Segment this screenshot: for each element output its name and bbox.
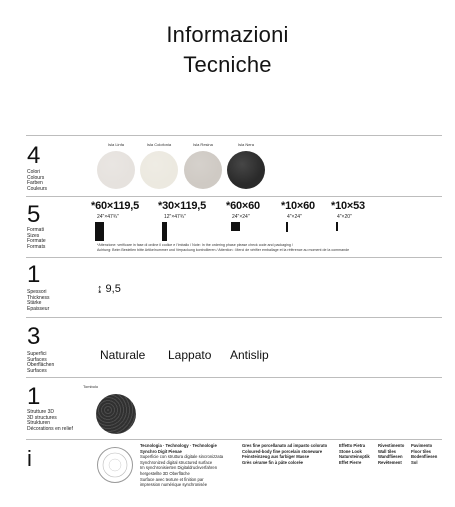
info-line: Rivestimento (378, 443, 405, 448)
info-line: Effet Pierre (339, 459, 362, 465)
info-line: Wandfliesen (378, 454, 403, 460)
section-divider (26, 257, 442, 258)
info-line: Effetto Pietra (339, 443, 366, 448)
thickness-value: ↨ 9,5 (97, 283, 121, 295)
info-icon: i (27, 446, 32, 471)
format-inch: 24"×47¾" (97, 214, 119, 220)
section-divider (26, 317, 442, 318)
info-line: Superficie con struttura digitale sincronizzata (140, 454, 224, 460)
format-shape (162, 222, 167, 241)
surface-naturale: Naturale (100, 348, 146, 362)
color-name: Isla Colofonia (146, 142, 172, 147)
label: 3D structures (27, 414, 57, 421)
formats-count: 5 (27, 201, 41, 228)
page-title (0, 20, 455, 80)
label: Formats (27, 243, 46, 250)
info-line: Gres fine porcellanato ad impasto colorato (242, 443, 328, 448)
title-line-2: Tecniche (183, 52, 272, 77)
format-inch: 12"×47¾" (164, 214, 186, 220)
color-swatch-linfa (97, 151, 135, 189)
format-shape (286, 222, 288, 232)
label: Farben (27, 180, 43, 187)
colors-labels (27, 170, 47, 192)
info-line: Im synchronisierten Digitaldruckverfahren (140, 465, 218, 471)
info-line: Floor tiles (411, 448, 432, 454)
info-floor (411, 443, 437, 465)
color-name: Isla Resina (193, 142, 213, 147)
info-line: Bodenfliesen (411, 454, 438, 460)
info-look (339, 443, 370, 465)
info-line: Surface avec texture et finition par (140, 476, 204, 482)
structures-count: 1 (27, 383, 41, 410)
colors-count: 4 (27, 142, 41, 169)
info-line: Wall tiles (378, 448, 396, 454)
format-name: *10×60 (281, 200, 315, 212)
info-wall (378, 443, 404, 465)
info-technology (140, 443, 238, 488)
label: Couleurs (27, 185, 48, 192)
thickness-labels (27, 290, 50, 312)
label: Epaisseur (27, 305, 50, 312)
format-name: *60×60 (226, 200, 260, 212)
formats-note (97, 243, 427, 252)
logo-ring-icon (98, 448, 132, 482)
format-inch: 24"×24" (232, 214, 250, 220)
info-line: Synchronized digital structured surface (140, 459, 213, 465)
label: Surfaces (27, 367, 47, 374)
surfaces-labels (27, 352, 54, 374)
color-name: Isla Linfa (107, 142, 124, 147)
label: Surfaces (27, 356, 47, 363)
label: Thickness (27, 294, 50, 301)
label: Strukturen (27, 420, 51, 427)
surfaces-count: 3 (27, 323, 41, 350)
info-line: Natursteinoptik (339, 454, 370, 460)
color-swatch-nera (227, 151, 265, 189)
info-line: Stone Look (339, 448, 362, 454)
label: Spessori (27, 289, 47, 295)
info-line: Tecnologia · Technology · Technologie (140, 443, 217, 448)
color-name: Isla Nera (237, 142, 254, 147)
format-inch: 4"×20" (337, 214, 352, 220)
format-shape (336, 222, 338, 231)
format-inch: 4"×24" (287, 214, 302, 220)
color-swatch-resina (184, 151, 222, 189)
format-name: *30×119,5 (158, 200, 207, 212)
section-divider (26, 377, 442, 378)
info-line: impression numérique synchronisée (140, 482, 208, 488)
surface-lappato: Lappato (168, 348, 212, 362)
label: Colours (27, 174, 45, 181)
label: Formate (27, 238, 46, 245)
synchro-digit-logo (97, 447, 133, 483)
structure-name: Tombolo (83, 384, 99, 389)
label: Superfici (27, 351, 47, 357)
info-line: Feinsteinzeug aus farbiger Masse (242, 454, 310, 460)
format-shape (231, 222, 240, 231)
formats-labels (27, 228, 46, 250)
info-line: Coloured-body fine porcelain stoneware (242, 448, 323, 454)
label: Sizes (27, 232, 40, 239)
info-line: Synchro Digit Pienae (140, 448, 182, 454)
title-line-1: Informazioni (166, 22, 289, 47)
label: Décorations en relief (27, 425, 73, 432)
structures-labels (27, 410, 73, 432)
info-line: Revêtement (378, 459, 402, 465)
info-line: Pavimento (411, 443, 433, 448)
section-divider (26, 439, 442, 440)
format-shape (95, 222, 104, 241)
structure-swatch-tombolo (96, 394, 136, 434)
note-line: *Attenzione: verificare in fase di ordine il codice e l'imballo / Note: In the ordering phase please check code and packaging / (97, 243, 293, 247)
format-name: *10×53 (331, 200, 365, 212)
section-divider (26, 135, 442, 136)
label: Stärke (27, 300, 42, 307)
thickness-count: 1 (27, 261, 41, 288)
info-line: Grès cérame fin à pâte colorée (242, 459, 303, 465)
note-line: Achtung: Beim Bestellen bitte Artikelnummer und Verpackung kontrollieren / Attention : Merci de vérifier emballage et la référence au moment de la commande (97, 247, 350, 252)
label: Oberflächen (27, 362, 55, 369)
label: Strutture 3D (27, 409, 54, 415)
label: Formati (27, 227, 44, 233)
info-line: hergestellte 3D Oberfläche (140, 470, 190, 476)
color-swatch-colofonia (140, 151, 178, 189)
info-line: Sol (411, 459, 418, 465)
info-material (242, 443, 338, 465)
surface-antislip: Antislip (230, 348, 269, 362)
label: Colori (27, 169, 41, 175)
section-divider (26, 196, 442, 197)
format-name: *60×119,5 (91, 200, 140, 212)
